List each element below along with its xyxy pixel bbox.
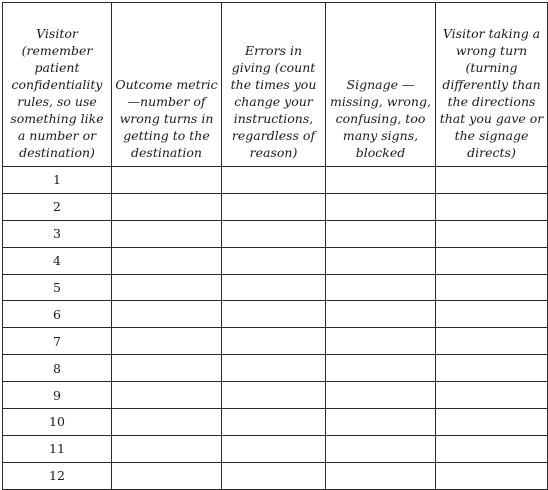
table-cell — [112, 247, 222, 274]
table-cell — [326, 274, 436, 301]
row-number: 10 — [3, 409, 112, 436]
header-errors-in-giving: Errors in giving (count the times you change your instructions, regardless of reason) — [222, 3, 326, 167]
table-cell — [112, 409, 222, 436]
table-cell — [222, 435, 326, 462]
table-cell — [436, 220, 548, 247]
table-row — [3, 167, 548, 194]
row-number: 9 — [3, 382, 112, 409]
table-cell — [222, 220, 326, 247]
table-row — [3, 328, 548, 355]
header-signage: Signage — missing, wrong, confusing, too many signs, blocked — [326, 3, 436, 167]
table-cell — [326, 247, 436, 274]
table-cell — [436, 167, 548, 194]
row-number: 4 — [3, 247, 112, 274]
table-cell — [112, 220, 222, 247]
tracking-table — [2, 2, 548, 490]
table-cell — [112, 435, 222, 462]
row-number: 1 — [3, 167, 112, 194]
table-cell — [326, 462, 436, 489]
header-visitor: Visitor (remember patient confidentiality rules, so use something like a number or destination) — [3, 3, 112, 167]
table-cell — [112, 301, 222, 328]
table-cell — [326, 355, 436, 382]
table-cell — [326, 301, 436, 328]
table-cell — [222, 167, 326, 194]
table-cell — [222, 328, 326, 355]
table-cell — [436, 409, 548, 436]
table-row — [3, 220, 548, 247]
table-cell — [112, 382, 222, 409]
table-cell — [112, 328, 222, 355]
table-cell — [222, 193, 326, 220]
table-cell — [326, 382, 436, 409]
table-cell — [436, 382, 548, 409]
table-cell — [436, 274, 548, 301]
row-number: 12 — [3, 462, 112, 489]
table-cell — [326, 220, 436, 247]
table-cell — [436, 301, 548, 328]
table-row — [3, 355, 548, 382]
row-number: 2 — [3, 193, 112, 220]
table-cell — [436, 435, 548, 462]
table-row — [3, 462, 548, 489]
table-row — [3, 301, 548, 328]
table-cell — [222, 301, 326, 328]
row-number: 5 — [3, 274, 112, 301]
table-cell — [326, 167, 436, 194]
table-cell — [222, 462, 326, 489]
table-cell — [222, 355, 326, 382]
table-row — [3, 382, 548, 409]
table-row — [3, 247, 548, 274]
table-cell — [436, 193, 548, 220]
row-number: 6 — [3, 301, 112, 328]
table-cell — [436, 355, 548, 382]
table-cell — [326, 193, 436, 220]
header-wrong-turn: Visitor taking a wrong turn (turning differently than the directions that you gave or the signage directs) — [436, 3, 548, 167]
table-cell — [326, 328, 436, 355]
table-row — [3, 193, 548, 220]
row-number: 11 — [3, 435, 112, 462]
table-cell — [112, 274, 222, 301]
header-row — [3, 3, 548, 167]
row-number: 8 — [3, 355, 112, 382]
row-number: 7 — [3, 328, 112, 355]
table-row — [3, 274, 548, 301]
table-cell — [326, 409, 436, 436]
table-cell — [112, 193, 222, 220]
table-cell — [112, 167, 222, 194]
table-cell — [112, 355, 222, 382]
table-row — [3, 435, 548, 462]
table-cell — [436, 462, 548, 489]
table-cell — [222, 409, 326, 436]
table-cell — [222, 382, 326, 409]
table-cell — [222, 274, 326, 301]
table-cell — [326, 435, 436, 462]
row-number: 3 — [3, 220, 112, 247]
table-cell — [436, 247, 548, 274]
table-cell — [112, 462, 222, 489]
table-cell — [222, 247, 326, 274]
header-outcome-metric: Outcome metric—number of wrong turns in getting to the destination — [112, 3, 222, 167]
table-row — [3, 409, 548, 436]
table-cell — [436, 328, 548, 355]
